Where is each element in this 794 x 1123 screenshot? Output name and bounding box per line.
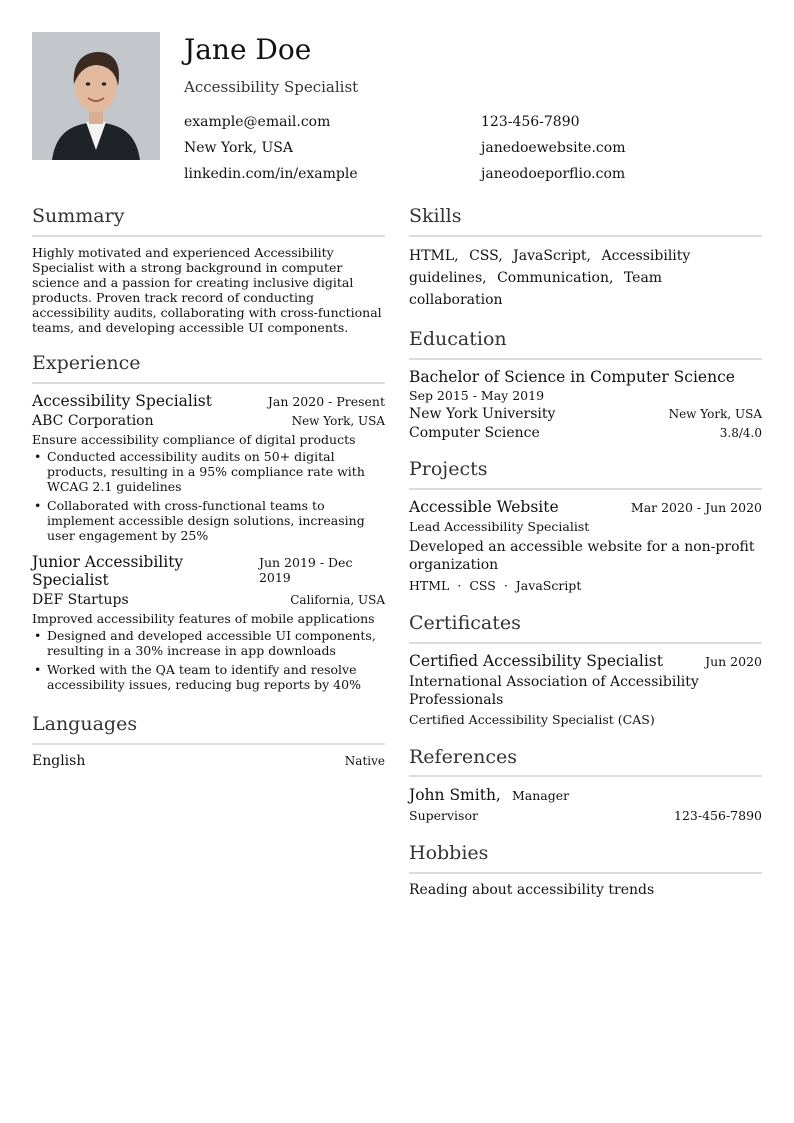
skills-heading: Skills — [409, 206, 762, 237]
certificate-summary: Certified Accessibility Specialist (CAS) — [409, 711, 655, 727]
highlight-text: Designed and developed accessible UI components, resulting in a 30% increase in app downloads — [47, 627, 376, 658]
certificates-heading: Certificates — [409, 613, 762, 644]
skill-item: JavaScript, — [513, 247, 592, 264]
job-date: Jan 2020 - Present — [267, 393, 385, 409]
experience-section — [32, 353, 385, 692]
bullet-icon: • — [34, 497, 42, 513]
skill-item: HTML, — [409, 247, 459, 264]
candidate-name: Jane Doe — [184, 33, 312, 66]
skills-section — [409, 206, 762, 311]
job-highlights — [32, 449, 385, 543]
project-name: Accessible Website — [409, 497, 559, 516]
reference-phone: 123-456-7890 — [674, 808, 762, 824]
experience-item — [32, 392, 385, 543]
experience-item — [32, 553, 385, 692]
separator-dot-icon: · — [503, 577, 508, 593]
summary-section — [32, 206, 385, 335]
bullet-icon: • — [34, 661, 42, 677]
job-position: Accessibility Specialist — [32, 391, 212, 410]
education-heading: Education — [409, 329, 762, 360]
summary-text: Highly motivated and experienced Accessibility Specialist with a strong background in computer science and a passion for creating inclusive digital products. Proven track record of conducting accessibility audits, collaborating with cross-functional teams, and developing accessible UI components. — [32, 244, 382, 335]
keyword-item: JavaScript — [515, 577, 582, 593]
skills-list — [409, 245, 762, 311]
portfolio-link[interactable]: janeodoeporflio.com — [481, 166, 626, 182]
reference-role: Supervisor — [409, 808, 478, 824]
skill-item: Accessibility guidelines, — [409, 247, 691, 286]
projects-heading: Projects — [409, 459, 762, 490]
linkedin-link[interactable]: linkedin.com/in/example — [184, 166, 358, 182]
skill-item: CSS, — [469, 247, 503, 264]
job-location: California, USA — [290, 592, 385, 607]
website-link[interactable]: janedoewebsite.com — [481, 140, 626, 156]
job-summary: Improved accessibility features of mobile applications — [32, 610, 375, 626]
job-position: Junior Accessibility Specialist — [32, 552, 184, 589]
projects-section — [409, 459, 762, 593]
education-school: New York University — [409, 405, 556, 422]
language-level: Native — [344, 753, 385, 768]
list-item — [32, 628, 385, 658]
job-date: Jun 2019 - Dec 2019 — [258, 554, 353, 585]
reference-item — [409, 785, 762, 804]
bullet-icon: • — [34, 627, 42, 643]
phone-link[interactable]: 123-456-7890 — [481, 114, 580, 130]
email-link[interactable]: example@email.com — [184, 114, 331, 130]
education-degree: Bachelor of Science in Computer Science — [409, 367, 735, 386]
highlight-text: Collaborated with cross-functional teams to implement accessible design solutions, increasing user engagement by 25% — [47, 497, 365, 543]
education-score: 3.8/4.0 — [719, 425, 762, 440]
language-item — [32, 753, 385, 769]
location-text: New York, USA — [184, 140, 293, 156]
keyword-item: CSS — [469, 577, 496, 593]
references-heading: References — [409, 747, 762, 778]
separator-dot-icon: · — [457, 577, 462, 593]
keyword-item: HTML — [409, 577, 450, 593]
profile-photo — [32, 32, 160, 160]
education-section — [409, 329, 762, 441]
left-column — [32, 206, 385, 781]
experience-heading: Experience — [32, 353, 385, 384]
highlight-text: Worked with the QA team to identify and resolve accessibility issues, reducing bug reports by 40% — [47, 661, 361, 692]
project-keywords — [409, 578, 762, 593]
skill-item: Team collaboration — [409, 269, 663, 308]
hobby-item: Reading about accessibility trends — [409, 882, 655, 899]
project-date: Mar 2020 - Jun 2020 — [630, 499, 762, 515]
education-field: Computer Science — [409, 424, 540, 441]
education-date: Sep 2015 - May 2019 — [409, 387, 545, 403]
certificate-name: Certified Accessibility Specialist — [409, 651, 663, 670]
hobbies-section — [409, 843, 762, 898]
highlight-text: Conducted accessibility audits on 50+ digital products, resulting in a 95% compliance rate with WCAG 2.1 guidelines — [47, 448, 365, 494]
candidate-headline: Accessibility Specialist — [184, 78, 359, 96]
list-item — [32, 449, 385, 494]
skill-item: Communication, — [497, 269, 614, 286]
right-column — [409, 206, 762, 910]
job-highlights — [32, 628, 385, 692]
certificate-issuer: International Association of Accessibility Professionals — [409, 673, 699, 708]
references-section — [409, 747, 762, 824]
summary-heading: Summary — [32, 206, 385, 237]
company-name: DEF Startups — [32, 591, 129, 608]
bullet-icon: • — [34, 448, 42, 464]
job-location: New York, USA — [291, 413, 385, 428]
reference-relation: Manager — [511, 788, 570, 804]
hobbies-heading: Hobbies — [409, 843, 762, 874]
person-portrait-icon — [32, 32, 160, 160]
certificate-date: Jun 2020 — [705, 653, 762, 669]
languages-section — [32, 714, 385, 769]
project-role: Lead Accessibility Specialist — [409, 518, 590, 534]
project-description: Developed an accessible website for a non-profit organization — [409, 538, 755, 573]
reference-name: John Smith, — [409, 786, 501, 805]
education-location: New York, USA — [668, 406, 762, 421]
language-name: English — [32, 752, 86, 769]
certificates-section — [409, 613, 762, 727]
list-item — [32, 662, 385, 692]
languages-heading: Languages — [32, 714, 385, 745]
job-summary: Ensure accessibility compliance of digital products — [32, 431, 356, 447]
list-item — [32, 498, 385, 543]
company-name: ABC Corporation — [32, 412, 154, 429]
